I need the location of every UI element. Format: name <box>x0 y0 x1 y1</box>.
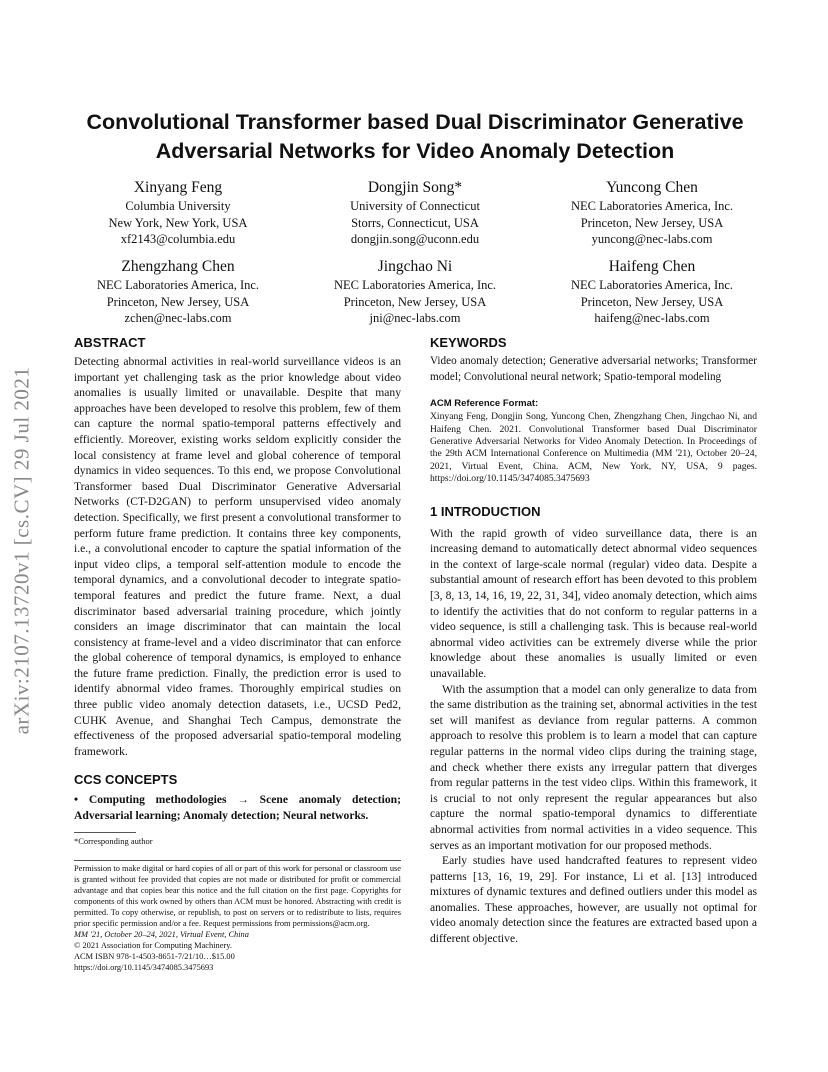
author-3 <box>534 178 770 248</box>
author-4 <box>60 257 296 327</box>
author-location: New York, New York, USA <box>108 215 248 230</box>
author-location: Princeton, New Jersey, USA <box>106 294 250 309</box>
author-name: Yuncong Chen <box>606 179 698 196</box>
author-affiliation: NEC Laboratories America, Inc. <box>570 199 734 213</box>
author-email: jni@nec-labs.com <box>369 311 461 325</box>
left-column <box>74 335 401 974</box>
author-name: Haifeng Chen <box>608 258 696 275</box>
intro-paragraph-3: Early studies have used handcrafted features to represent video patterns [13, 16, 19, 29]. For instance, Li et al. [13] introduced mixtures of dynamic textures and defined outliers under this model as anomalies. These approaches, however, are usually not optimal for video anomaly detection since the features are extracted based upon a different objective. <box>430 854 757 946</box>
keywords-text: Video anomaly detection; Generative adversarial networks; Transformer model; Convolutional neural network; Spatio-temporal modeling <box>430 355 757 383</box>
copyright-line: © 2021 Association for Computing Machinery. <box>74 941 232 951</box>
author-2 <box>297 178 533 248</box>
author-affiliation: NEC Laboratories America, Inc. <box>570 278 734 292</box>
author-6 <box>534 257 770 327</box>
permission-text: Permission to make digital or hard copies of all or part of this work for personal or classroom use is granted without fee provided that copies are not made or distributed for profit or commercial advantage and that copies bear this notice and the full citation on the first page. Copyrights for components of this work owned by others than ACM must be honored. Abstracting with credit is permitted. To copy otherwise, or republish, to post on servers or to redistribute to lists, requires prior specific permission and/or a fee. Request permissions from permissions@acm.org. <box>74 863 401 929</box>
author-email: dongjin.song@uconn.edu <box>350 232 480 246</box>
ccs-heading: CCS CONCEPTS <box>74 772 178 788</box>
paper-title: Convolutional Transformer based Dual Discriminator Generative Adversarial Networks for Video Anomaly Detection <box>86 110 744 163</box>
keywords-heading: KEYWORDS <box>430 335 507 350</box>
intro-paragraph-2: With the assumption that a model can only generalize to data from the same distribution as the training set, abnormal activities in the test set will manifest as deviance from regular patterns. A common approach to resolve this problem is to learn a model that can capture regular patterns in the normal video clips during the training stage, and check whether there exists any irregular pattern that diverges from regular patterns in the test video clips. Within this framework, it is crucial to not only represent the regular appearances but also capture the normal spatio-temporal dynamics to differentiate abnormal activities from normal activities in a video sequence. This serves as an important motivation for our proposed methods. <box>430 682 757 852</box>
author-email: yuncong@nec-labs.com <box>591 232 713 246</box>
corresponding-author-footnote: *Corresponding author <box>74 835 153 846</box>
arxiv-identifier-stamp <box>2 320 42 780</box>
abstract-text: Detecting abnormal activities in real-world surveillance videos is an important yet challenging task as the prior knowledge about video anomalies is usually limited or unavailable. Despite that many approaches have been developed to resolve this problem, few of them can capture the normal spatio-temporal patterns effectively and efficiently. Moreover, existing works seldom explicitly consider the local consistency at frame level and global coherence of temporal dynamics in video sequences. To this end, we propose Convolutional Transformer based Dual Discriminator Generative Adversarial Networks (CT-D2GAN) to perform unsupervised video anomaly detection. Specifically, we first present a convolutional transformer to perform future frame prediction. It contains three key components, i.e., a convolutional encoder to capture the spatial information of the input video clips, a temporal self-attention module to encode the temporal dynamics, and a convolutional decoder to integrate spatio-temporal features and predict the future frame. Next, a dual discriminator based adversarial training procedure, which jointly considers an image discriminator that can maintain the local consistency at frame-level and a video discriminator that can enforce the global coherence of temporal dynamics, is employed to enhance the future frame prediction. Finally, the prediction error is used to identify abnormal video frames. Thoroughly empirical studies on three public video anomaly detection datasets, i.e., UCSD Ped2, CUHK Avenue, and Shanghai Tech Campus, demonstrate the effectiveness of the proposed adversarial spatio-temporal modeling framework. <box>74 355 401 758</box>
author-name: Xinyang Feng <box>133 179 223 196</box>
right-column <box>430 335 757 947</box>
author-affiliation: NEC Laboratories America, Inc. <box>333 278 497 292</box>
acm-reference-text: Xinyang Feng, Dongjin Song, Yuncong Chen, Zhengzhang Chen, Jingchao Ni, and Haifeng Chen. 2021. Convolutional Transformer based Dual Discriminator Generative Adversarial Networks for Video Anomaly Detection. In Proceedings of the 29th ACM International Conference on Multimedia (MM '21), October 20–24, 2021, Virtual Event, China. ACM, New York, NY, USA, 9 pages. https://doi.org/10.1145/3474085.3475693 <box>430 411 757 485</box>
author-email: xf2143@columbia.edu <box>120 232 236 246</box>
acm-reference-heading: ACM Reference Format: <box>430 398 539 410</box>
arxiv-id-text: arXiv:2107.13720v1 [cs.CV] 29 Jul 2021 <box>9 366 34 734</box>
author-location: Storrs, Connecticut, USA <box>351 215 479 230</box>
author-location: Princeton, New Jersey, USA <box>343 294 487 309</box>
permission-rule <box>74 860 401 861</box>
introduction-heading: 1 INTRODUCTION <box>430 503 541 519</box>
author-affiliation: University of Connecticut <box>350 199 480 213</box>
doi-line: https://doi.org/10.1145/3474085.3475693 <box>74 963 214 973</box>
author-name: Jingchao Ni <box>377 258 453 275</box>
ccs-concepts-text: • Computing methodologies → Scene anomaly detection; Adversarial learning; Anomaly detection; Neural networks. <box>74 793 401 823</box>
abstract-heading: ABSTRACT <box>74 335 146 350</box>
author-email: haifeng@nec-labs.com <box>594 311 710 325</box>
author-affiliation: Columbia University <box>125 199 231 213</box>
isbn-line: ACM ISBN 978-1-4503-8651-7/21/10…$15.00 <box>74 952 235 962</box>
author-1 <box>60 178 296 248</box>
author-affiliation: NEC Laboratories America, Inc. <box>96 278 260 292</box>
footnote-rule <box>74 832 136 833</box>
author-email: zchen@nec-labs.com <box>124 311 232 325</box>
intro-paragraph-1: With the rapid growth of video surveillance data, there is an increasing demand to automatically detect abnormal video sequences in the context of large-scale normal (regular) video data. Despite a substantial amount of research effort has been devoted to this problem [3, 8, 13, 14, 16, 19, 22, 31, 34], video anomaly detection, which aims to identify the activities that do not conform to regular patterns in a video sequence, is still a challenging task. This is because real-world abnormal video activities can be extremely diverse while the prior knowledge about these anomalies is usually limited or even unavailable. <box>430 526 757 680</box>
author-name: Dongjin Song* <box>367 179 463 196</box>
author-name: Zhengzhang Chen <box>121 258 235 275</box>
author-location: Princeton, New Jersey, USA <box>580 215 724 230</box>
permission-notice <box>74 863 401 974</box>
author-location: Princeton, New Jersey, USA <box>580 294 724 309</box>
venue-line: MM '21, October 20–24, 2021, Virtual Event, China <box>74 930 249 940</box>
author-5 <box>297 257 533 327</box>
